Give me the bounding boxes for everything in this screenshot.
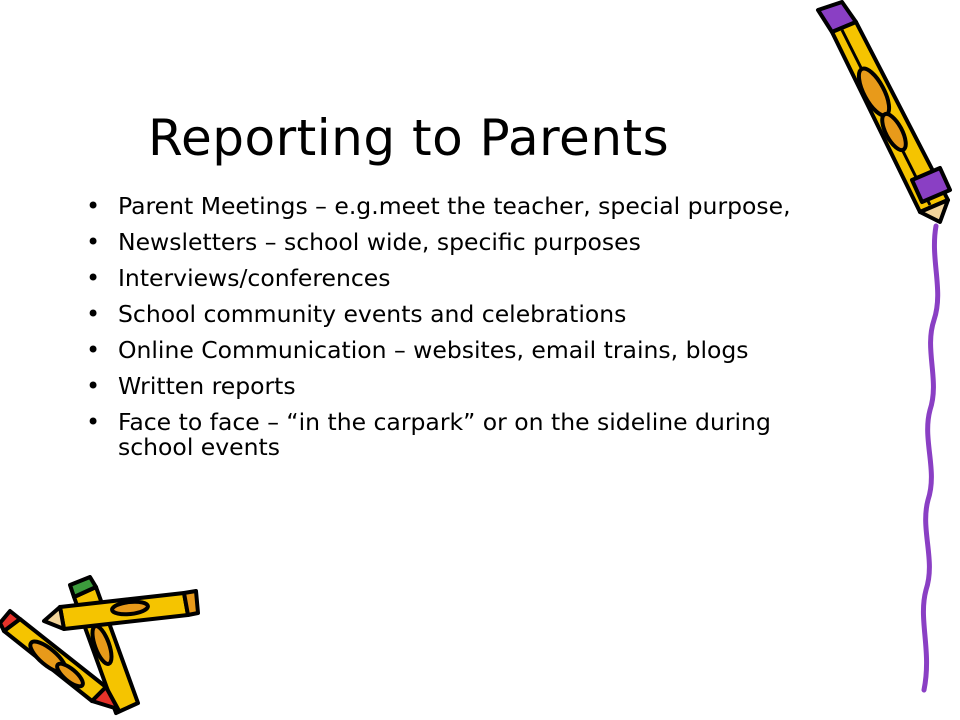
bullet-marker: • <box>86 408 101 436</box>
bullet-text: Face to face – “in the carpark” or on the sideline during school events <box>118 408 771 461</box>
list-item <box>86 410 846 460</box>
list-item <box>86 230 846 255</box>
bullet-text: School community events and celebrations <box>118 300 627 328</box>
list-item <box>86 194 846 219</box>
bullet-list <box>86 194 846 471</box>
bullet-marker: • <box>86 300 101 328</box>
bullet-text: Interviews/conferences <box>118 264 391 292</box>
bullet-marker: • <box>86 336 101 364</box>
bullet-marker: • <box>86 228 101 256</box>
bullet-text: Online Communication – websites, email trains, blogs <box>118 336 749 364</box>
list-item <box>86 266 846 291</box>
bullet-text: Newsletters – school wide, specific purposes <box>118 228 641 256</box>
pencils-clipart-icon <box>0 575 200 720</box>
list-item <box>86 374 846 399</box>
bullet-marker: • <box>86 264 101 292</box>
bullet-marker: • <box>86 372 101 400</box>
bullet-text: Written reports <box>118 372 296 400</box>
list-item <box>86 302 846 327</box>
bullet-marker: • <box>86 192 101 220</box>
slide-title: Reporting to Parents <box>148 109 670 167</box>
bullet-text: Parent Meetings – e.g.meet the teacher, special purpose, <box>118 192 791 220</box>
list-item <box>86 338 846 363</box>
